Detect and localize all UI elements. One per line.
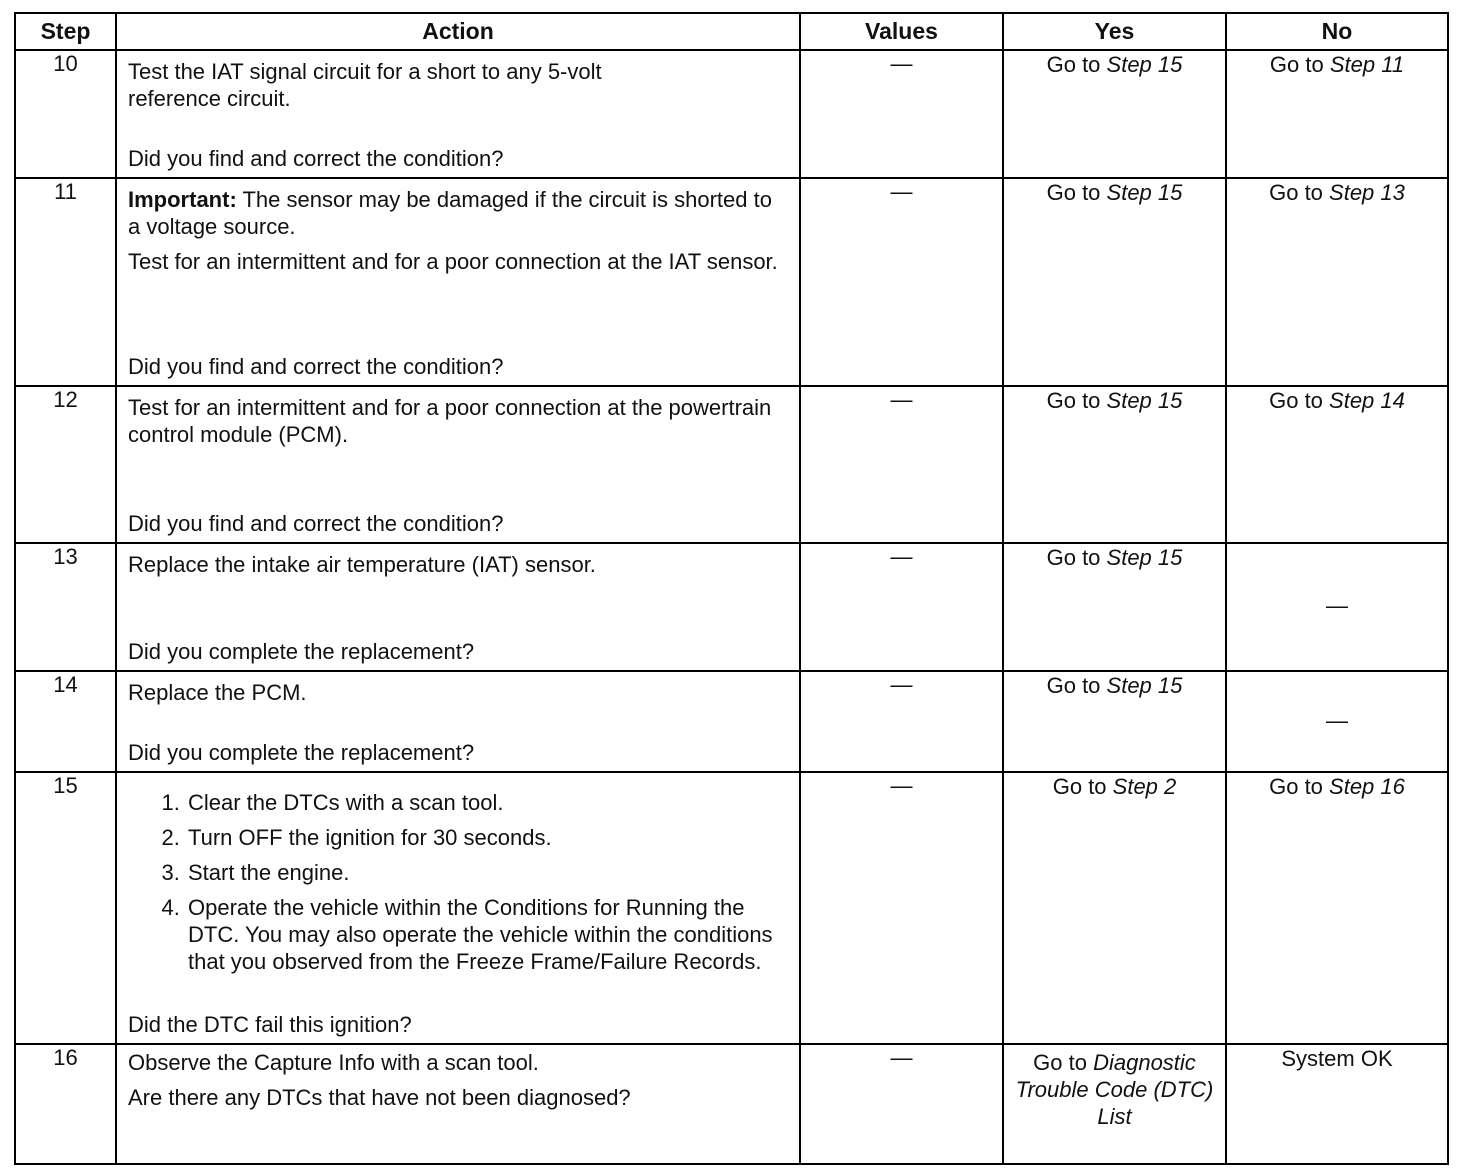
action-question: Did you find and correct the condition? xyxy=(128,354,504,379)
yes-link[interactable]: Step 15 xyxy=(1106,52,1183,77)
header-no: No xyxy=(1226,13,1448,50)
yes-cell xyxy=(1003,178,1226,386)
yes-cell xyxy=(1003,386,1226,543)
yes-prefix: Go to xyxy=(1046,180,1107,205)
yes-link[interactable]: Step 15 xyxy=(1106,180,1183,205)
action-text: Test the IAT signal circuit for a short to any 5-volt reference circuit. xyxy=(128,59,602,111)
yes-cell xyxy=(1003,1044,1226,1164)
yes-prefix: Go to xyxy=(1046,545,1107,570)
table-row xyxy=(15,671,1448,772)
no-cell xyxy=(1226,178,1448,386)
no-link[interactable]: Step 16 xyxy=(1329,774,1405,799)
action-question: Did the DTC fail this ignition? xyxy=(128,1012,412,1037)
no-link[interactable]: Step 11 xyxy=(1329,52,1405,77)
no-text: — xyxy=(1326,593,1348,618)
step-number: 14 xyxy=(15,671,116,772)
no-prefix: Go to xyxy=(1269,180,1330,205)
important-label: Important: xyxy=(128,187,237,212)
step-number: 12 xyxy=(15,386,116,543)
yes-link[interactable]: Diagnostic Trouble Code (DTC) List xyxy=(1015,1050,1214,1129)
no-link[interactable]: Step 13 xyxy=(1329,180,1405,205)
yes-prefix: Go to xyxy=(1046,673,1107,698)
table-row xyxy=(15,386,1448,543)
action-question: Did you find and correct the condition? xyxy=(128,511,504,536)
header-action: Action xyxy=(116,13,800,50)
list-item: 3. Start the engine. xyxy=(186,859,789,886)
action-steps-list xyxy=(128,789,789,981)
action-question: Did you complete the replacement? xyxy=(128,639,475,664)
important-note xyxy=(128,186,789,240)
yes-link[interactable]: Step 2 xyxy=(1112,774,1177,799)
yes-cell xyxy=(1003,543,1226,671)
action-cell xyxy=(116,671,800,772)
values-cell: — xyxy=(800,1044,1003,1164)
step-number: 10 xyxy=(15,50,116,178)
list-item: 2. Turn OFF the ignition for 30 seconds. xyxy=(186,824,789,851)
action-text: Test for an intermittent and for a poor connection at the powertrain control module (PCM). xyxy=(128,395,772,447)
no-prefix: Go to xyxy=(1269,774,1330,799)
important-text: The sensor may be damaged if the circuit is shorted to a voltage source. xyxy=(128,187,772,239)
yes-cell xyxy=(1003,671,1226,772)
yes-cell xyxy=(1003,772,1226,1044)
table-row xyxy=(15,543,1448,671)
action-cell xyxy=(116,772,800,1044)
diagnostic-table xyxy=(14,12,1449,1165)
header-values: Values xyxy=(800,13,1003,50)
yes-link[interactable]: Step 15 xyxy=(1106,545,1183,570)
no-cell xyxy=(1226,386,1448,543)
list-item: 4. Operate the vehicle within the Conditions for Running the DTC. You may also operate the vehicle within the conditions that you observed from the Freeze Frame/Failure Records. xyxy=(186,894,789,975)
yes-prefix: Go to xyxy=(1046,388,1107,413)
table-row xyxy=(15,178,1448,386)
action-cell xyxy=(116,386,800,543)
yes-prefix: Go to xyxy=(1046,52,1107,77)
yes-link[interactable]: Step 15 xyxy=(1106,673,1183,698)
list-item: 1. Clear the DTCs with a scan tool. xyxy=(186,789,789,816)
no-prefix: Go to xyxy=(1269,388,1330,413)
action-cell xyxy=(116,543,800,671)
action-question: Did you complete the replacement? xyxy=(128,740,475,765)
yes-link[interactable]: Step 15 xyxy=(1106,388,1183,413)
action-question: Did you find and correct the condition? xyxy=(128,146,504,171)
yes-cell xyxy=(1003,50,1226,178)
yes-prefix: Go to xyxy=(1033,1050,1094,1075)
values-cell: — xyxy=(800,671,1003,772)
no-cell xyxy=(1226,772,1448,1044)
no-text: — xyxy=(1326,707,1348,733)
yes-prefix: Go to xyxy=(1052,774,1113,799)
values-cell: — xyxy=(800,543,1003,671)
values-cell: — xyxy=(800,772,1003,1044)
action-question: Are there any DTCs that have not been diagnosed? xyxy=(128,1085,631,1110)
header-row xyxy=(15,13,1448,50)
no-text: System OK xyxy=(1281,1046,1393,1071)
no-cell xyxy=(1226,671,1448,772)
step-number: 15 xyxy=(15,772,116,1044)
values-cell: — xyxy=(800,178,1003,386)
values-cell: — xyxy=(800,386,1003,543)
action-text: Replace the intake air temperature (IAT) sensor. xyxy=(128,552,596,577)
table-row xyxy=(15,1044,1448,1164)
action-text: Test for an intermittent and for a poor connection at the IAT sensor. xyxy=(128,249,778,274)
action-cell xyxy=(116,178,800,386)
header-step: Step xyxy=(15,13,116,50)
step-number: 16 xyxy=(15,1044,116,1164)
no-prefix: Go to xyxy=(1269,52,1330,77)
table-row xyxy=(15,50,1448,178)
action-text: Replace the PCM. xyxy=(128,680,307,705)
action-cell xyxy=(116,50,800,178)
no-cell xyxy=(1226,50,1448,178)
action-text: Observe the Capture Info with a scan tool. xyxy=(128,1050,539,1075)
values-cell: — xyxy=(800,50,1003,178)
action-cell xyxy=(116,1044,800,1164)
no-cell xyxy=(1226,543,1448,671)
step-number: 13 xyxy=(15,543,116,671)
no-link[interactable]: Step 14 xyxy=(1329,388,1405,413)
table-row xyxy=(15,772,1448,1044)
header-yes: Yes xyxy=(1003,13,1226,50)
step-number: 11 xyxy=(15,178,116,386)
no-cell xyxy=(1226,1044,1448,1164)
